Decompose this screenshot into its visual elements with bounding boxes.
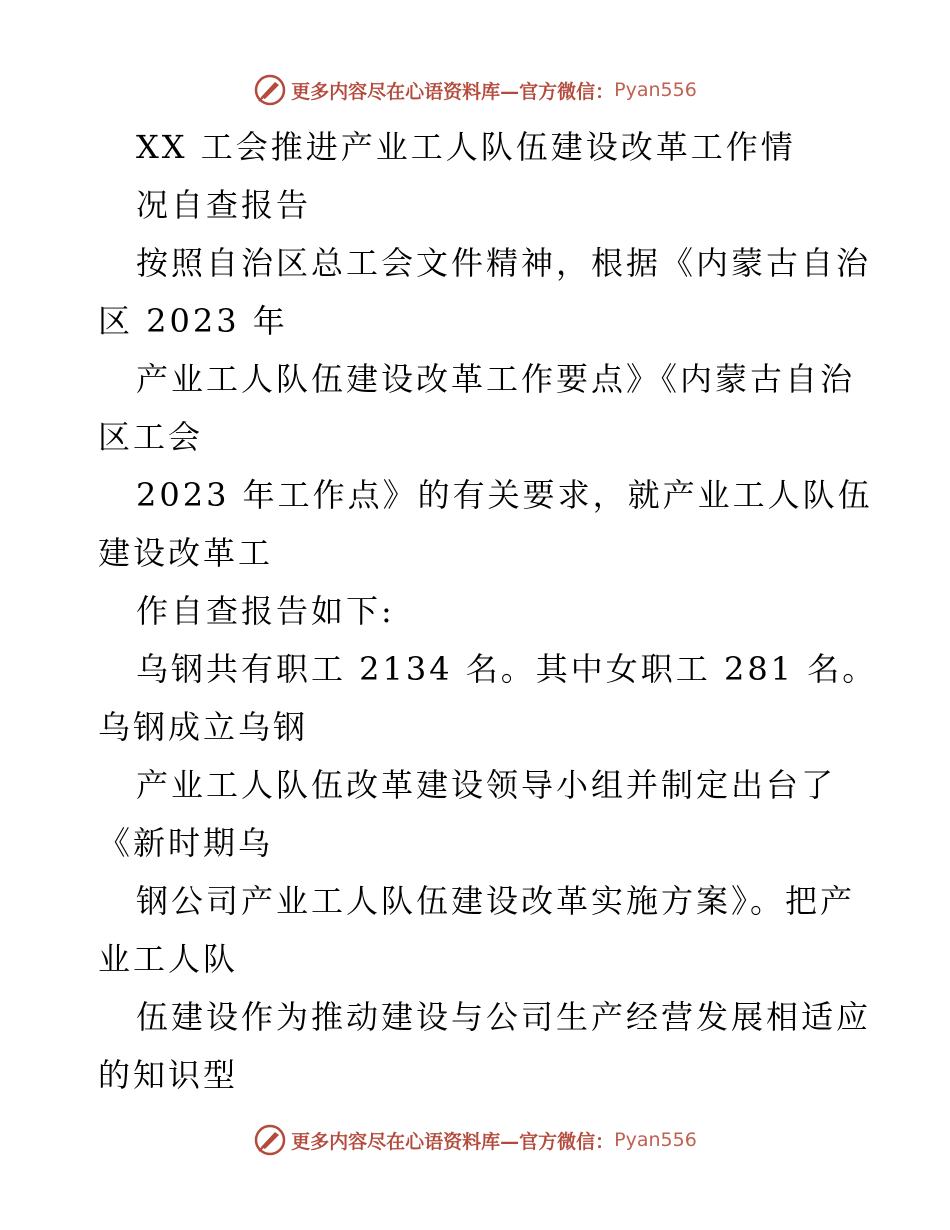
paragraph-line: 乌钢共有职工 2134 名。其中女职工 281 名。 [136, 650, 878, 688]
footer-banner-handle: Pyan556 [614, 1129, 697, 1151]
paragraph-line: 产业工人队伍改革建设领导小组并制定出台了 [136, 766, 837, 804]
paragraph-line: 钢公司产业工人队伍建设改革实施方案》。把产 [136, 882, 856, 920]
paragraph-line: 按照自治区总工会文件精神，根据《内蒙古自治 [136, 244, 872, 282]
paragraph-line: 作自查报告如下: [136, 592, 395, 630]
paragraph-line: 区工会 [98, 418, 204, 456]
paragraph-line: 的知识型 [98, 1056, 239, 1094]
quill-logo-icon [253, 73, 287, 107]
title-line-1: XX 工会推进产业工人队伍建设改革工作情 [136, 128, 796, 166]
paragraph-line: 业工人队 [98, 940, 239, 978]
paragraph-line: 产业工人队伍建设改革工作要点》《内蒙古自治 [136, 360, 856, 398]
header-banner [0, 70, 950, 110]
title-line-2: 况自查报告 [136, 186, 312, 224]
quill-logo-icon [253, 1123, 287, 1157]
footer-banner [0, 1120, 950, 1160]
header-banner-handle: Pyan556 [614, 79, 697, 101]
paragraph-line: 建设改革工 [98, 534, 274, 572]
paragraph-line: 《新时期乌 [98, 824, 274, 862]
paragraph-line: 伍建设作为推动建设与公司生产经营发展相适应 [136, 998, 872, 1036]
paragraph-line: 区 2023 年 [98, 302, 288, 340]
paragraph-line: 2023 年工作点》的有关要求，就产业工人队伍 [136, 476, 873, 514]
footer-banner-text: 更多内容尽在心语资料库—官方微信： [291, 1130, 615, 1153]
paragraph-line: 乌钢成立乌钢 [98, 708, 309, 746]
header-banner-text: 更多内容尽在心语资料库—官方微信： [291, 80, 615, 103]
document-body [98, 118, 878, 1104]
